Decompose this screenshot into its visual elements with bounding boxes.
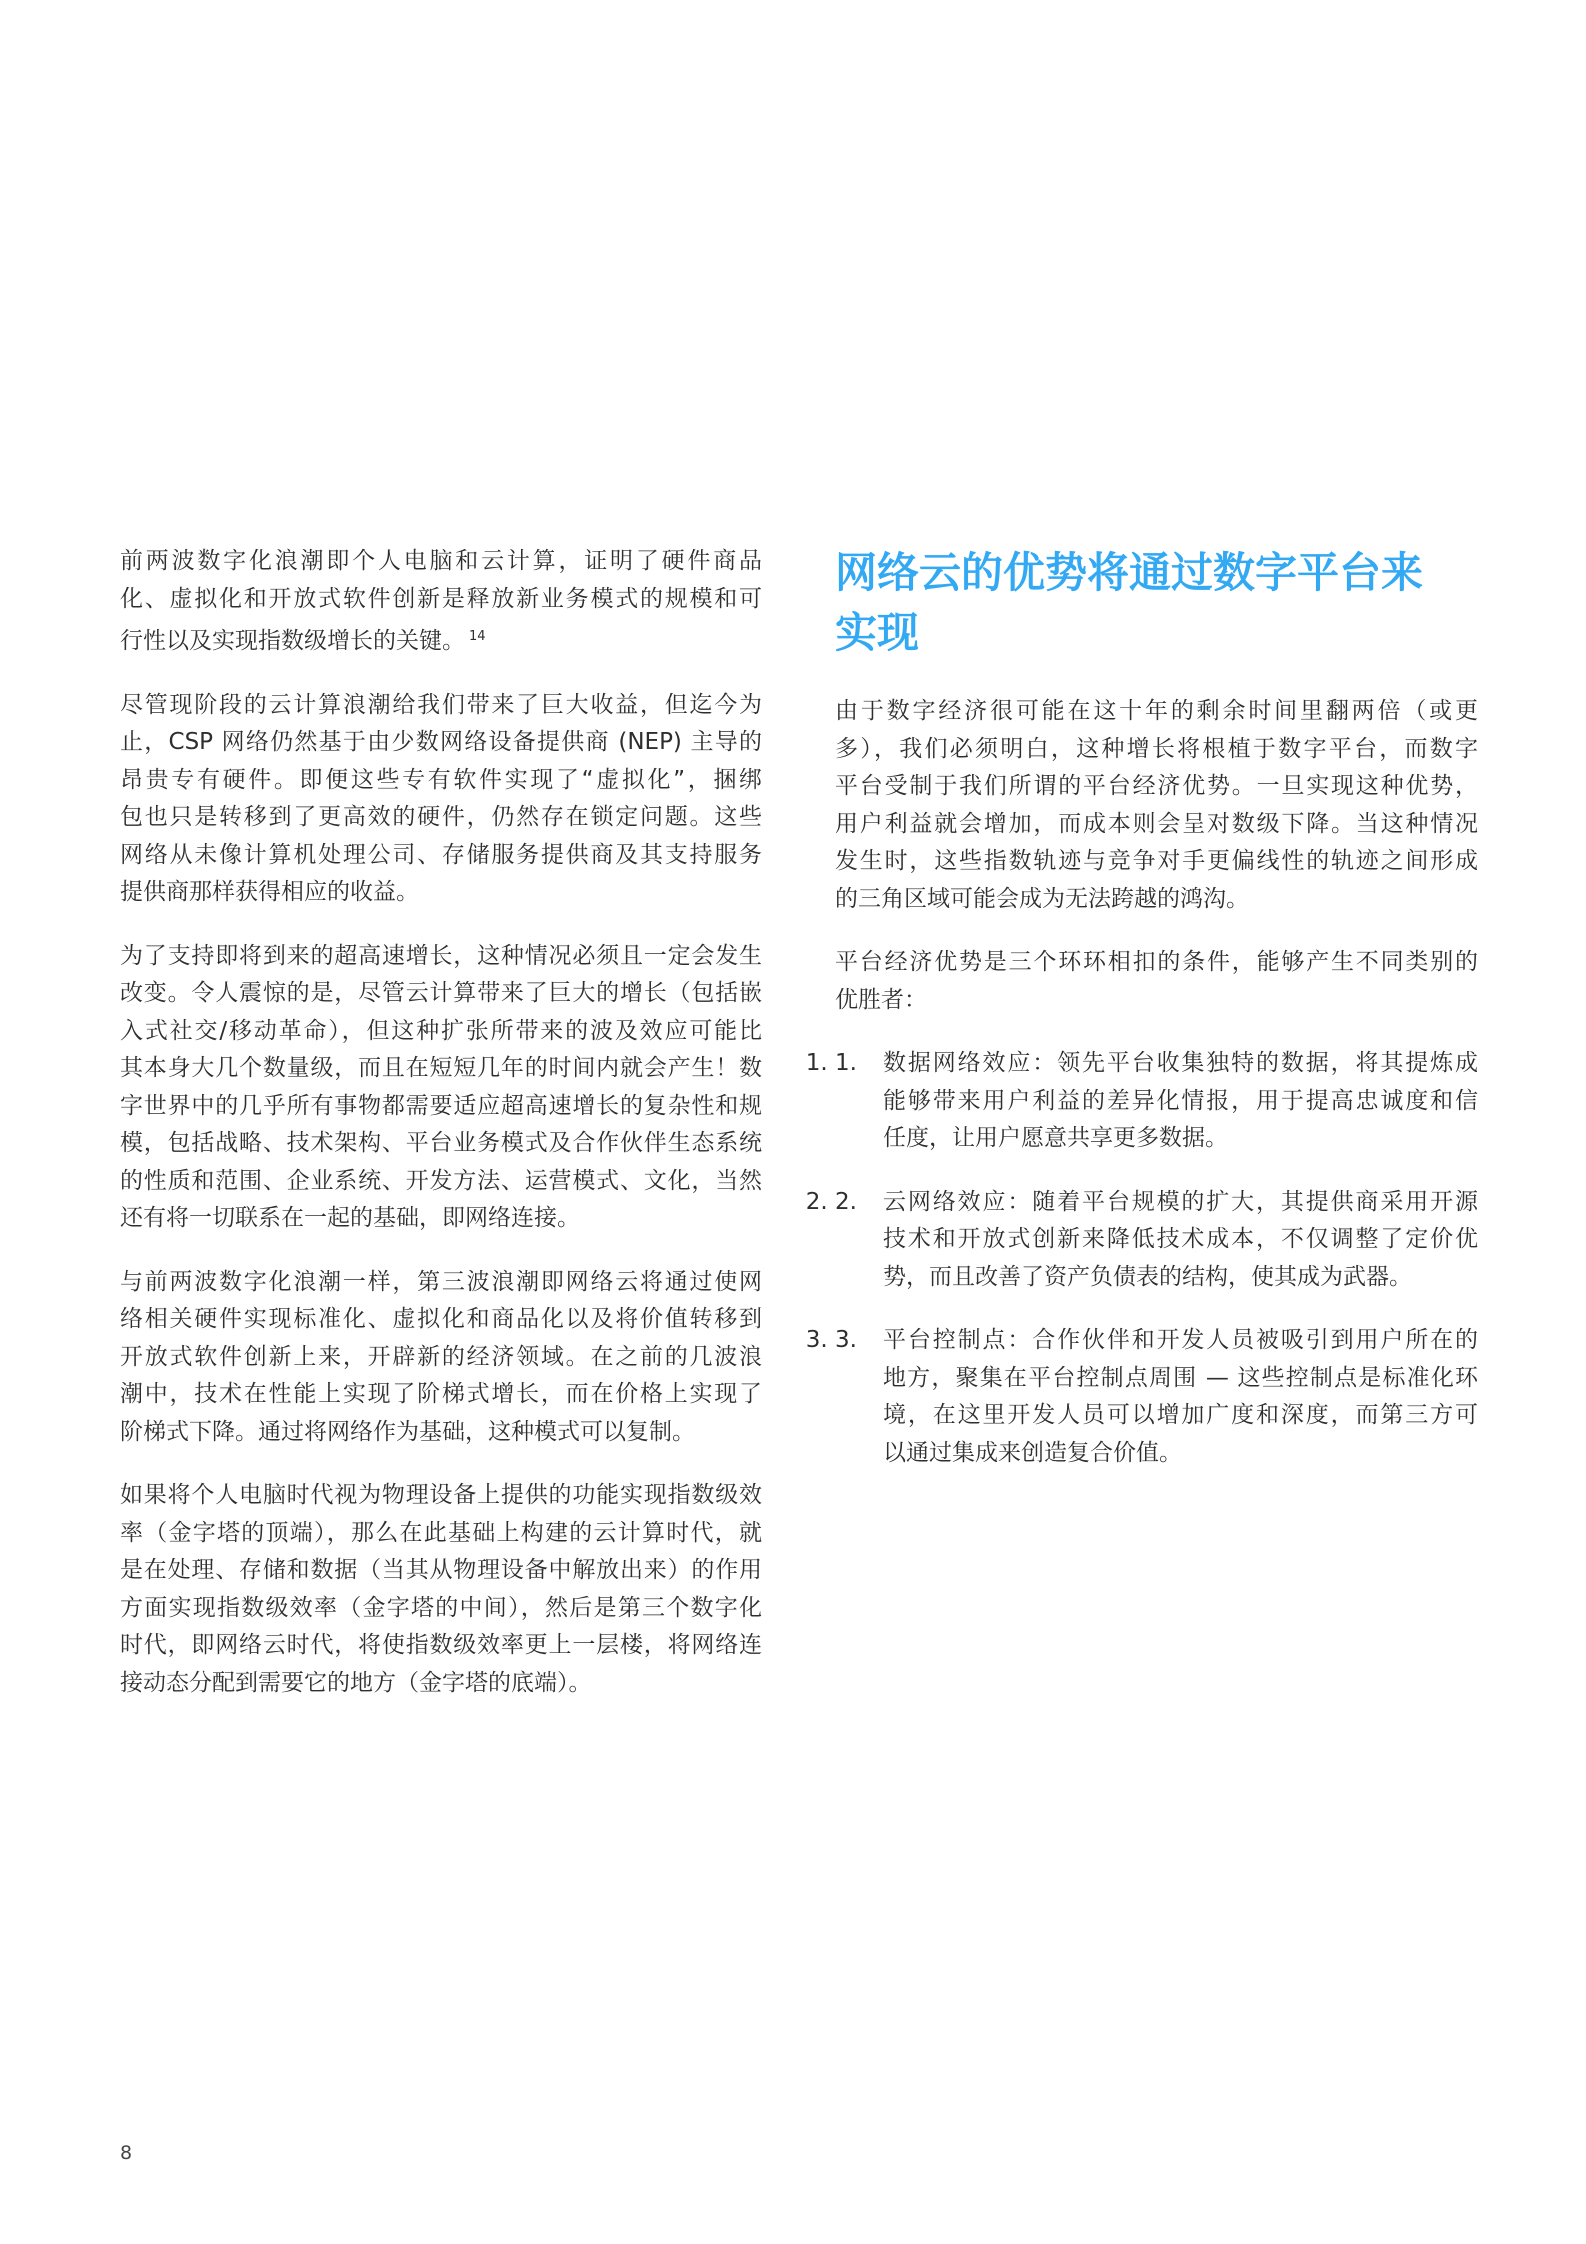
text-line: 络相关硬件实现标准化、虚拟化和商品化以及将价值转移到 (120, 1306, 762, 1332)
text-line: 其本身大几个数量级，而且在短短几年的时间内就会产生！数 (120, 1055, 762, 1081)
text-line: 任度，让用户愿意共享更多数据。 (883, 1125, 1228, 1151)
text-line: 开放式软件创新上来，开辟新的经济领域。在之前的几波浪 (120, 1343, 762, 1370)
text-line: 境，在这里开发人员可以增加广度和深度，而第三方可 (883, 1402, 1478, 1428)
text-line: 止，CSP 网络仍然基于由少数网络设备提供商 (NEP) 主导的 (120, 729, 762, 755)
text-line: 实现 (835, 608, 920, 657)
text-line: 数据网络效应：领先平台收集独特的数据，将其提炼成 (883, 1050, 1478, 1076)
body-paragraph (120, 938, 762, 1238)
left-column (120, 543, 762, 1728)
text-line: 率（金字塔的顶端），那么在此基础上构建的云计算时代，就 (120, 1519, 762, 1546)
text-line: 如果将个人电脑时代视为物理设备上提供的功能实现指数级效 (120, 1482, 762, 1508)
text-line: 云网络效应：随着平台规模的扩大，其提供商采用开源 (883, 1188, 1478, 1215)
body-paragraph (120, 687, 762, 912)
text-line: 的性质和范围、企业系统、开发方法、运营模式、文化，当然 (120, 1167, 762, 1194)
text-line: 阶梯式下降。通过将网络作为基础，这种模式可以复制。 (120, 1418, 695, 1445)
text-line: 平台受制于我们所谓的平台经济优势。一旦实现这种优势， (835, 773, 1478, 799)
text-line: 与前两波数字化浪潮一样，第三波浪潮即网络云将通过使网 (120, 1268, 762, 1295)
text-line: 改变。令人震惊的是，尽管云计算带来了巨大的增长（包括嵌 (120, 980, 762, 1006)
text-line: 还有将一切联系在一起的基础，即网络连接。 (120, 1205, 580, 1231)
text-line: 行性以及实现指数级增长的关键。 $^{14}$ (120, 628, 486, 654)
advantages-list (835, 1045, 1478, 1472)
footnote-reference[interactable]: 14 (469, 629, 486, 644)
text-line: 昂贵专有硬件。即便这些专有软件实现了“虚拟化”，捆绑 (120, 766, 762, 793)
text-line: 的三角区域可能会成为无法跨越的鸿沟。 (835, 885, 1249, 912)
text-line: 潮中，技术在性能上实现了阶梯式增长，而在价格上实现了 (120, 1381, 762, 1407)
body-paragraph (120, 1264, 762, 1452)
page-number: 8 (120, 2142, 133, 2164)
list-number: 2. 2. (835, 1188, 857, 1215)
body-paragraph (120, 1477, 762, 1702)
list-item (835, 1184, 1478, 1297)
text-line: 能够带来用户利益的差异化情报，用于提高忠诚度和信 (883, 1087, 1478, 1114)
text-line: 是在处理、存储和数据（当其从物理设备中解放出来）的作用 (120, 1557, 762, 1583)
list-item (835, 1322, 1478, 1472)
text-line: 地方，聚集在平台控制点周围 — 这些控制点是标准化环 (883, 1364, 1478, 1391)
text-line: 用户利益就会增加，而成本则会呈对数级下降。当这种情况 (835, 810, 1478, 837)
text-line: 以通过集成来创造复合价值。 (883, 1439, 1182, 1466)
text-line: 网络从未像计算机处理公司、存储服务提供商及其支持服务 (120, 841, 762, 868)
text-line: 提供商那样获得相应的收益。 (120, 879, 419, 905)
text-line: 多），我们必须明白，这种增长将根植于数字平台，而数字 (835, 735, 1478, 762)
list-number: 1. 1. (835, 1050, 857, 1076)
text-line: 尽管现阶段的云计算浪潮给我们带来了巨大收益，但迄今为 (120, 691, 762, 718)
text-line: 平台控制点：合作伙伴和开发人员被吸引到用户所在的 (883, 1327, 1478, 1353)
text-line: 为了支持即将到来的超高速增长，这种情况必须且一定会发生 (120, 942, 762, 969)
text-line: 字世界中的几乎所有事物都需要适应超高速增长的复杂性和规 (120, 1092, 762, 1119)
body-paragraph (120, 543, 762, 661)
text-line: 化、虚拟化和开放式软件创新是释放新业务模式的规模和可 (120, 585, 762, 612)
section-heading (835, 543, 1478, 663)
body-paragraph (835, 693, 1478, 918)
text-line: 平台经济优势是三个环环相扣的条件，能够产生不同类别的 (835, 949, 1478, 975)
text-line: 接动态分配到需要它的地方（金字塔的底端）。 (120, 1669, 592, 1696)
text-line: 入式社交/移动革命），但这种扩张所带来的波及效应可能比 (120, 1017, 762, 1044)
text-line: 时代，即网络云时代，将使指数级效率更上一层楼，将网络连 (120, 1632, 762, 1658)
right-column (835, 543, 1478, 1498)
text-line: 网络云的优势将通过数字平台来 (835, 548, 1424, 597)
text-line: 技术和开放式创新来降低技术成本，不仅调整了定价优 (883, 1226, 1478, 1252)
text-line: 包也只是转移到了更高效的硬件，仍然存在锁定问题。这些 (120, 804, 762, 830)
body-paragraph (835, 944, 1478, 1019)
text-line: 势，而且改善了资产负债表的结构，使其成为武器。 (883, 1263, 1412, 1290)
text-line: 优胜者： (835, 986, 927, 1013)
list-item (835, 1045, 1478, 1158)
text-line: 前两波数字化浪潮即个人电脑和云计算，证明了硬件商品 (120, 548, 762, 574)
text-line: 方面实现指数级效率（金字塔的中间），然后是第三个数字化 (120, 1594, 762, 1621)
text-line: 模，包括战略、技术架构、平台业务模式及合作伙伴生态系统 (120, 1130, 762, 1156)
text-line: 由于数字经济很可能在这十年的剩余时间里翻两倍（或更 (835, 698, 1478, 724)
text-line: 发生时，这些指数轨迹与竞争对手更偏线性的轨迹之间形成 (835, 848, 1478, 874)
list-number: 3. 3. (835, 1327, 857, 1353)
